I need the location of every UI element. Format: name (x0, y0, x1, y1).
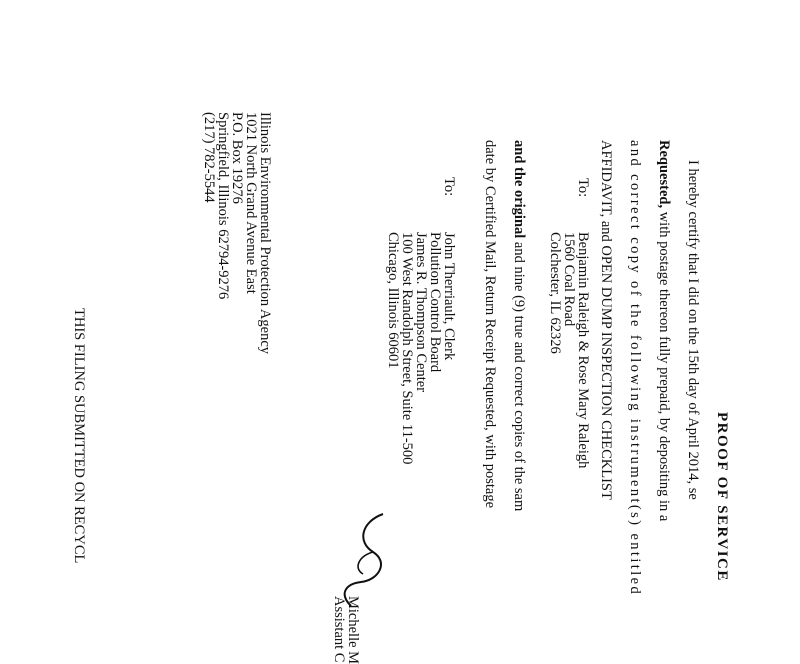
body-line-4: AFFIDAVIT, and OPEN DUMP INSPECTION CHECKLIST (598, 140, 614, 500)
signer-title: Assistant C (331, 596, 347, 663)
footer-recycled-note: THIS FILING SUBMITTED ON RECYCL (71, 308, 87, 564)
sender-line-1: Illinois Environmental Protection Agency (257, 112, 273, 355)
recipient2-line-5: Chicago, Illinois 60601 (385, 232, 401, 369)
body-line-2: Requested, with postage thereon fully prepaid, by depositing in a (656, 140, 672, 522)
sender-line-2: 1021 North Grand Avenue East (243, 112, 259, 294)
sender-line-4: Springfield, Illinois 62794-9276 (215, 112, 231, 300)
document-title: PROOF OF SERVICE (714, 412, 730, 582)
signer-name: Michelle M (345, 596, 361, 664)
recipient2-line-4: 100 West Randolph Street, Suite 11-500 (399, 232, 415, 465)
body-line-6: date by Certified Mail, Return Receipt Requested, with postage (482, 140, 498, 509)
recipient2-line-1: John Therriault, Clerk (441, 232, 457, 361)
recipient2-to-label: To: (441, 177, 457, 197)
recipient1-line-1: Benjamin Raleigh & Rose Mary Raleigh (575, 232, 591, 469)
recipient1-line-3: Colchester, IL 62326 (547, 232, 563, 354)
recipient2-line-3: James R. Thompson Center (413, 232, 429, 393)
body-line-3: and correct copy of the following instrument(s) entitled (627, 140, 643, 597)
recipient1-line-2: 1560 Coal Road (561, 232, 577, 327)
recipient2-line-2: Pollution Control Board (427, 232, 443, 373)
sender-line-3: P.O. Box 19276 (229, 112, 245, 204)
sender-line-5: (217) 782-5544 (201, 112, 217, 203)
signature-mark (333, 510, 403, 610)
body-line-1: I hereby certify that I did on the 15th day of April 2014, se (685, 160, 701, 500)
recipient1-to-label: To: (575, 178, 591, 198)
body-line-5: and the original and nine (9) true and correct copies of the sam (511, 140, 527, 512)
